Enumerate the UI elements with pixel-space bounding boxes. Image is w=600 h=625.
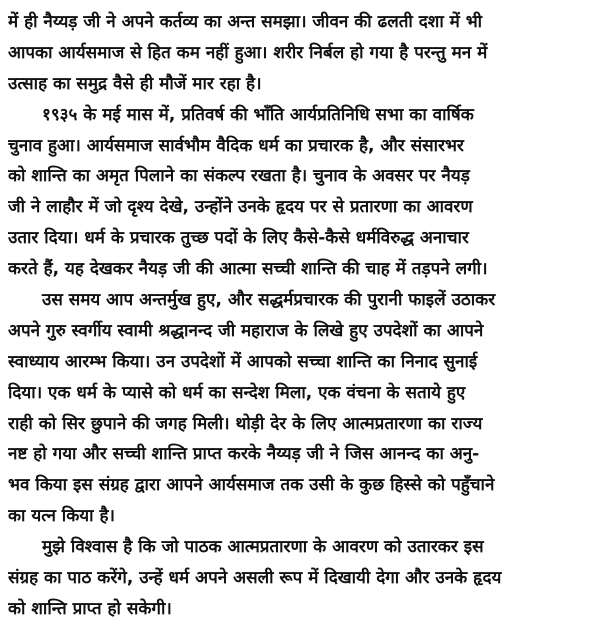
text-line: करते हैं, यह देखकर नैयड़ जी की आत्मा सच्ची शान्ति की चाह में तड़पने लगी। — [8, 259, 488, 280]
text-line: उतार दिया। धर्म के प्रचारक तुच्छ पदों के लिए कैसे-कैसे धर्मविरुद्ध अनाचार — [8, 228, 469, 249]
text-line: को शान्ति का अमृत पिलाने का संकल्प रखता है। चुनाव के अवसर पर नैयड़ — [8, 166, 470, 187]
paragraph-3 — [8, 285, 590, 532]
text-line: भव किया इस संग्रह द्वारा आपने आर्यसमाज तक उसी के कुछ हिस्से को पहुँचाने — [8, 475, 495, 496]
text-line: आपका आर्यसमाज से हित कम नहीं हुआ। शरीर निर्बल हो गया है परन्तु मन में — [8, 42, 488, 63]
text-line: १९३५ के मई मास में, प्रतिवर्ष की भाँति आर्यप्रतिनिधि सभा का वार्षिक — [42, 104, 474, 125]
text-line: स्वाध्याय आरम्भ किया। उन उपदेशों में आपको सच्चा शान्ति का निनाद सुनाई — [8, 351, 478, 372]
text-line: जी ने लाहौर में जो दृश्य देखे, उन्होंने उनके हृदय पर से प्रतारणा का आवरण — [8, 197, 473, 218]
paragraph-1 — [8, 7, 590, 100]
text-line: उस समय आप अन्तर्मुख हुए, और सद्धर्मप्रचारक की पुरानी फाइलें उठाकर — [42, 290, 496, 311]
text-line: राही को सिर छुपाने की जगह मिली। थोड़ी देर के लिए आत्मप्रतारणा का राज्य — [8, 413, 483, 434]
text-line: संग्रह का पाठ करेंगे, उन्हें धर्म अपने असली रूप में दिखायी देगा और उनके हृदय — [8, 568, 502, 589]
text-line: नष्ट हो गया और सच्ची शान्ति प्राप्त करके नैय्यड़ जी ने जिस आनन्द का अनु- — [8, 444, 480, 465]
text-line: मुझे विश्वास है कि जो पाठक आत्मप्रतारणा के आवरण को उतारकर इस — [42, 537, 484, 558]
text-line: चुनाव हुआ। आर्यसमाज सार्वभौम वैदिक धर्म का प्रचारक है, और संसारभर — [8, 135, 464, 156]
text-line: दिया। एक धर्म के प्यासे को धर्म का सन्देश मिला, एक वंचना के सताये हुए — [8, 382, 466, 403]
paragraph-4 — [8, 532, 590, 625]
text-line: उत्साह का समुद्र वैसे ही मौजें मार रहा है। — [8, 73, 262, 94]
text-line: को शान्ति प्राप्त हो सकेगी। — [8, 598, 172, 619]
text-line: का यत्न किया है। — [8, 506, 115, 527]
text-line: में ही नैय्यड़ जी ने अपने कर्तव्य का अन्त समझा। जीवन की ढलती दशा में भी — [8, 12, 483, 32]
paragraph-2 — [8, 100, 590, 285]
text-line: अपने गुरु स्वर्गीय स्वामी श्रद्धानन्द जी महाराज के लिखे हुए उपदेशों का आपने — [8, 320, 484, 341]
